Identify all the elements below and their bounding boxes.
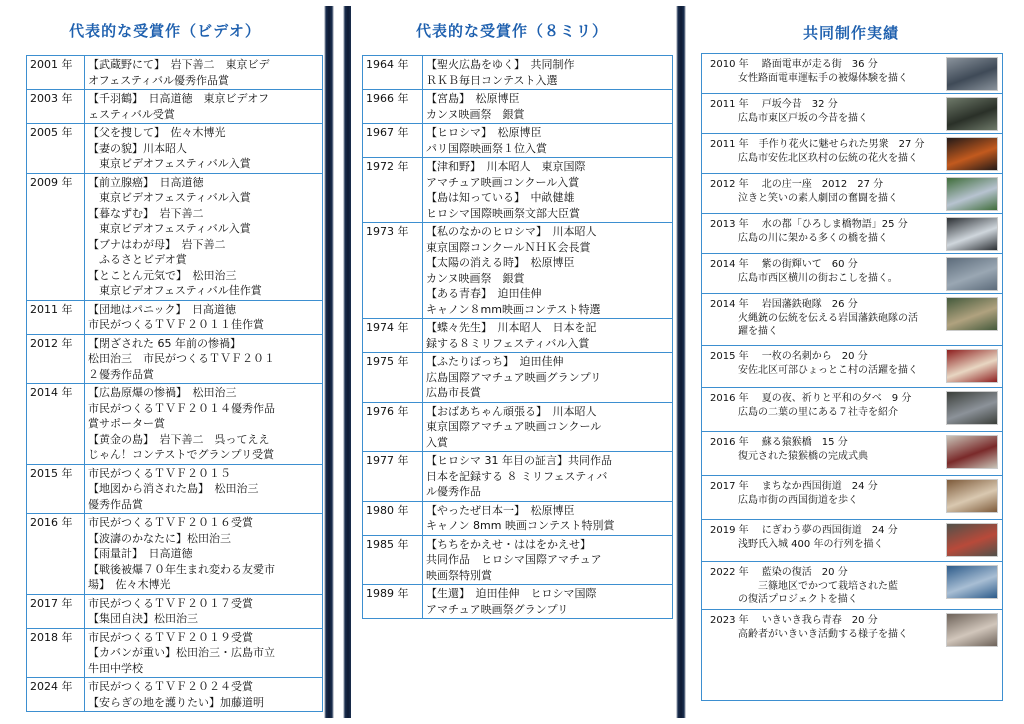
joint-production-description: 広島市街の西国街道を歩く (738, 495, 858, 506)
joint-production-title: 2013 年 水の都「ひろしま橋物語」25 分 (710, 219, 908, 230)
film8-award-year: 1974 年 (363, 319, 423, 353)
film8-awards-title: 代表的な受賞作（８ミリ） (415, 22, 608, 40)
film8-award-description: 【ちちをかえせ・ははをかえせ】 共同作品 ヒロシマ国際アマチュア 映画祭特別賞 (423, 535, 673, 585)
video-award-description: 市民がつくるＴＶＦ２０１９受賞 【カバンが重い】松田治三・広島市立 牛田中学校 (85, 628, 323, 678)
video-award-row (27, 464, 323, 514)
joint-production-thumbnail (946, 257, 998, 291)
film8-award-description: 【私のなかのヒロシマ】 川本昭人 東京国際コンクールＮＨＫ会長賞 【太陽の消える時】 松原博臣 カンヌ映画祭 銀賞 【ある青春】 迫田佳伸 キャノン８mm映画コンテスト特選 (423, 223, 673, 319)
video-award-year: 2011 年 (27, 300, 85, 334)
joint-production-row (702, 134, 1002, 174)
film8-award-row (363, 124, 673, 158)
joint-production-description: 広島の二葉の里にある７社寺を紹介 (738, 407, 898, 418)
joint-production-description: 復元された猿猴橋の完成式典 (738, 451, 868, 462)
video-awards-title: 代表的な受賞作（ビデオ） (69, 22, 261, 40)
film8-award-description: 【津和野】 川本昭人 東京国際 アマチュア映画コンクール入賞 【島は知っている】 中畝健雄 ヒロシマ国際映画祭文部大臣賞 (423, 158, 673, 223)
joint-production-row (702, 562, 1002, 610)
film8-award-row (363, 402, 673, 452)
film8-award-description: 【やったぜ日本一】 松原博臣 キャノン 8mm 映画コンテスト特別賞 (423, 501, 673, 535)
film8-award-row (363, 452, 673, 502)
joint-production-title: 2014 年 紫の街輝いて 60 分 (710, 259, 858, 270)
video-award-year: 2024 年 (27, 678, 85, 712)
joint-production-row (702, 174, 1002, 214)
video-award-description: 【父を捜して】 佐々木博光 【妻の貌】川本昭人 東京ビデオフェスティバル入賞 (85, 124, 323, 174)
joint-production-description: 高齢者がいきいき活動する様子を描く (738, 629, 908, 640)
third-page-divider (676, 6, 686, 718)
video-award-row (27, 628, 323, 678)
joint-production-description: 女性路面電車運転手の被爆体験を描く (738, 73, 908, 84)
right-page-divider (343, 6, 351, 718)
video-award-row (27, 124, 323, 174)
film8-award-row (363, 585, 673, 619)
video-award-year: 2001 年 (27, 56, 85, 90)
joint-production-title: 2015 年 一枚の名刺から 20 分 (710, 351, 868, 362)
joint-production-description: 浅野氏入城 400 年の行列を描く (738, 539, 884, 550)
video-award-row (27, 678, 323, 712)
film8-award-year: 1989 年 (363, 585, 423, 619)
joint-production-title: 2017 年 まちなか西国街道 24 分 (710, 481, 878, 492)
film8-award-row (363, 353, 673, 403)
video-award-year: 2017 年 (27, 594, 85, 628)
joint-production-title: 2011 年 戸坂今昔 32 分 (710, 99, 838, 110)
video-award-row (27, 90, 323, 124)
film8-award-year: 1976 年 (363, 402, 423, 452)
joint-production-description: 広島市安佐北区玖村の伝統の花火を描く (738, 153, 918, 164)
joint-production-title: 2019 年 にぎわう夢の西国街道 24 分 (710, 525, 898, 536)
joint-production-row (702, 214, 1002, 254)
film8-award-year: 1985 年 (363, 535, 423, 585)
joint-production-row (702, 94, 1002, 134)
film8-award-description: 【ヒロシマ 31 年目の証言】共同作品 日本を記録する ８ ミリフェスティバ ル優秀作品 (423, 452, 673, 502)
video-award-description: 【広島原爆の惨禍】 松田治三 市民がつくるＴＶＦ２０１４優秀作品 賞サポーター賞 【黄金の島】 岩下善二 呉ってええ じゃん！コンテストでグランプリ受賞 (85, 384, 323, 465)
video-award-row (27, 594, 323, 628)
video-award-year: 2016 年 (27, 514, 85, 595)
joint-production-description: 三篠地区でかつて栽培された藍 の復活プロジェクトを描く (738, 581, 898, 605)
video-award-year: 2003 年 (27, 90, 85, 124)
film8-award-row (363, 319, 673, 353)
video-award-year: 2009 年 (27, 173, 85, 300)
film8-award-year: 1977 年 (363, 452, 423, 502)
video-award-year: 2012 年 (27, 334, 85, 384)
video-award-description: 市民がつくるＴＶＦ２０１５ 【地図から消された島】 松田治三 優秀作品賞 (85, 464, 323, 514)
video-award-description: 【閉ざされた 65 年前の惨禍】 松田治三 市民がつくるＴＶＦ２０１ ２優秀作品賞 (85, 334, 323, 384)
video-award-description: 市民がつくるＴＶＦ２０２４受賞 【安らぎの地を護りたい】加藤道明 (85, 678, 323, 712)
film8-award-row (363, 223, 673, 319)
joint-production-thumbnail (946, 479, 998, 513)
joint-production-title: 2012 年 北の庄一座 2012 27 分 (710, 179, 884, 190)
joint-production-row (702, 294, 1002, 346)
film8-award-year: 1967 年 (363, 124, 423, 158)
film8-award-year: 1980 年 (363, 501, 423, 535)
film8-award-description: 【宮島】 松原博臣 カンヌ映画祭 銀賞 (423, 90, 673, 124)
joint-production-row (702, 432, 1002, 476)
film8-award-year: 1972 年 (363, 158, 423, 223)
video-awards-table (26, 55, 323, 712)
video-award-row (27, 56, 323, 90)
joint-production-thumbnail (946, 349, 998, 383)
video-award-description: 【団地はパニック】 日高道徳 市民がつくるＴＶＦ２０１１佳作賞 (85, 300, 323, 334)
joint-production-thumbnail (946, 613, 998, 647)
film8-awards-table (362, 55, 673, 619)
joint-production-title: 2022 年 藍染の復活 20 分 (710, 567, 848, 578)
joint-production-thumbnail (946, 435, 998, 469)
video-award-row (27, 173, 323, 300)
video-award-description: 【前立腺癌】 日高道徳 東京ビデオフェスティバル入賞 【暮なずむ】 岩下善二 東京ビデオフェスティバル入賞 【ブナはわが母】 岩下善二 ふるさとビデオ賞 【とことん元気で】 松田治三 東京ビデオフェスティバル佳作賞 (85, 173, 323, 300)
joint-production-thumbnail (946, 97, 998, 131)
joint-production-description: 火縄銃の伝統を伝える岩国藩鉄砲隊の活 躍を描く (738, 313, 918, 337)
video-award-year: 2015 年 (27, 464, 85, 514)
video-award-description: 市民がつくるＴＶＦ２０１６受賞 【波濤のかなたに】松田治三 【雨量計】 日高道徳 【戦後被爆７０年生まれ変わる友愛市 場】 佐々木博光 (85, 514, 323, 595)
joint-production-title: 2016 年 蘇る猿猴橋 15 分 (710, 437, 848, 448)
video-award-description: 【武蔵野にて】 岩下善二 東京ビデ オフェスティバル優秀作品賞 (85, 56, 323, 90)
joint-production-row (702, 346, 1002, 388)
film8-award-description: 【ふたりぼっち】 迫田佳伸 広島国際アマチュア映画グランプリ 広島市長賞 (423, 353, 673, 403)
film8-award-year: 1975 年 (363, 353, 423, 403)
film8-award-description: 【蝶々先生】 川本昭人 日本を記 録する８ミリフェスティバル入賞 (423, 319, 673, 353)
joint-production-thumbnail (946, 217, 998, 251)
joint-production-description: 広島市西区横川の街おこしを描く。 (738, 273, 898, 284)
video-award-year: 2018 年 (27, 628, 85, 678)
video-award-description: 【千羽鶴】 日高道徳 東京ビデオフ ェスティバル受賞 (85, 90, 323, 124)
joint-production-thumbnail (946, 297, 998, 331)
joint-production-row (702, 476, 1002, 520)
joint-production-thumbnail (946, 57, 998, 91)
film8-award-description: 【ヒロシマ】 松原博臣 パリ国際映画祭１位入賞 (423, 124, 673, 158)
joint-production-description: 泣きと笑いの素人劇団の奮闘を描く (738, 193, 898, 204)
left-page-divider (324, 6, 334, 718)
joint-production-title: 2011 年 手作り花火に魅せられた男衆 27 分 (710, 139, 925, 150)
joint-productions-title: 共同制作実績 (802, 24, 899, 42)
film8-award-row (363, 158, 673, 223)
film8-award-description: 【おばあちゃん頑張る】 川本昭人 東京国際アマチュア映画コンクール 入賞 (423, 402, 673, 452)
film8-award-year: 1966 年 (363, 90, 423, 124)
film8-award-row (363, 56, 673, 90)
joint-production-title: 2010 年 路面電車が走る街 36 分 (710, 59, 878, 70)
joint-production-row (702, 254, 1002, 294)
film8-award-description: 【生還】 迫田佳伸 ヒロシマ国際 アマチュア映画祭グランプリ (423, 585, 673, 619)
film8-award-row (363, 535, 673, 585)
joint-production-row (702, 388, 1002, 432)
joint-production-thumbnail (946, 177, 998, 211)
film8-award-row (363, 501, 673, 535)
joint-production-thumbnail (946, 565, 998, 599)
film8-award-description: 【聖火広島をゆく】 共同制作 ＲＫＢ毎日コンテスト入選 (423, 56, 673, 90)
video-award-year: 2014 年 (27, 384, 85, 465)
joint-production-title: 2023 年 いきいき我ら青春 20 分 (710, 615, 878, 626)
joint-production-thumbnail (946, 391, 998, 425)
video-award-year: 2005 年 (27, 124, 85, 174)
joint-production-description: 広島市東区戸坂の今昔を描く (738, 113, 868, 124)
joint-production-description: 安佐北区可部ひょっとこ村の活躍を描く (738, 365, 918, 376)
joint-production-row (702, 610, 1002, 652)
video-award-row (27, 300, 323, 334)
joint-production-row (702, 54, 1002, 94)
joint-production-description: 広島の川に架かる多くの橋を描く (738, 233, 888, 244)
video-award-description: 市民がつくるＴＶＦ２０１７受賞 【集団自決】松田治三 (85, 594, 323, 628)
video-award-row (27, 514, 323, 595)
film8-award-year: 1973 年 (363, 223, 423, 319)
joint-productions-list (701, 53, 1003, 701)
film8-award-row (363, 90, 673, 124)
video-award-row (27, 384, 323, 465)
joint-production-thumbnail (946, 523, 998, 557)
joint-production-title: 2014 年 岩国藩鉄砲隊 26 分 (710, 299, 858, 310)
joint-production-title: 2016 年 夏の夜、祈りと平和の夕べ 9 分 (710, 393, 912, 404)
joint-production-thumbnail (946, 137, 998, 171)
video-award-row (27, 334, 323, 384)
film8-award-year: 1964 年 (363, 56, 423, 90)
joint-production-row (702, 520, 1002, 562)
